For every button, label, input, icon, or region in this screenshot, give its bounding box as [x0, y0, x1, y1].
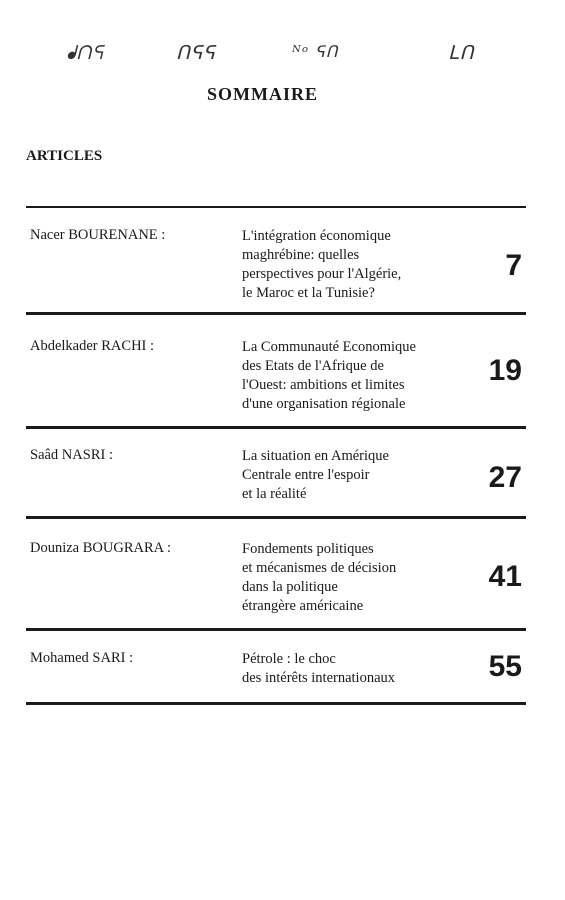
entry-title: La situation en Amérique Centrale entre l'espoir et la réalité: [242, 448, 389, 502]
divider: [26, 628, 526, 631]
handwritten-note: ᑎᕋᕋ: [176, 42, 216, 64]
divider: [26, 702, 526, 705]
entry-page-number: 41: [488, 560, 522, 593]
divider: [26, 312, 526, 315]
entry-title: Fondements politiques et mécanismes de décision dans la politique étrangère américaine: [242, 541, 397, 614]
section-heading: ARTICLES: [26, 148, 103, 164]
entry-page-number: 55: [488, 650, 522, 683]
handwritten-note: ᒪᑎ: [448, 42, 475, 64]
entry-author: Nacer BOURENANE :: [30, 227, 166, 243]
divider: [26, 426, 526, 429]
entry-title: La Communauté Economique des Etats de l'Afrique de l'Ouest: ambitions et limites d'une organisation régionale: [242, 339, 416, 412]
entry-author: Abdelkader RACHI :: [30, 338, 155, 354]
entry-page-number: 19: [488, 354, 522, 387]
entry-author: Mohamed SARI :: [30, 650, 134, 666]
entry-author: Saâd NASRI :: [30, 447, 113, 463]
handwritten-note: ᴺᵒ ᕋᑎ: [292, 42, 339, 61]
entry-title: L'intégration économique maghrébine: quelles perspectives pour l'Algérie, le Maroc et la Tunisie?: [242, 228, 402, 301]
handwritten-note: ᖱᑎᕋ: [66, 42, 104, 64]
entry-page-number: 27: [488, 461, 522, 494]
page-title: SOMMAIRE: [207, 84, 318, 104]
divider: [26, 206, 526, 208]
entry-author: Douniza BOUGRARA :: [30, 540, 171, 556]
divider: [26, 516, 526, 519]
entry-title: Pétrole : le choc des intérêts internationaux: [242, 651, 396, 686]
entry-page-number: 7: [505, 249, 522, 282]
